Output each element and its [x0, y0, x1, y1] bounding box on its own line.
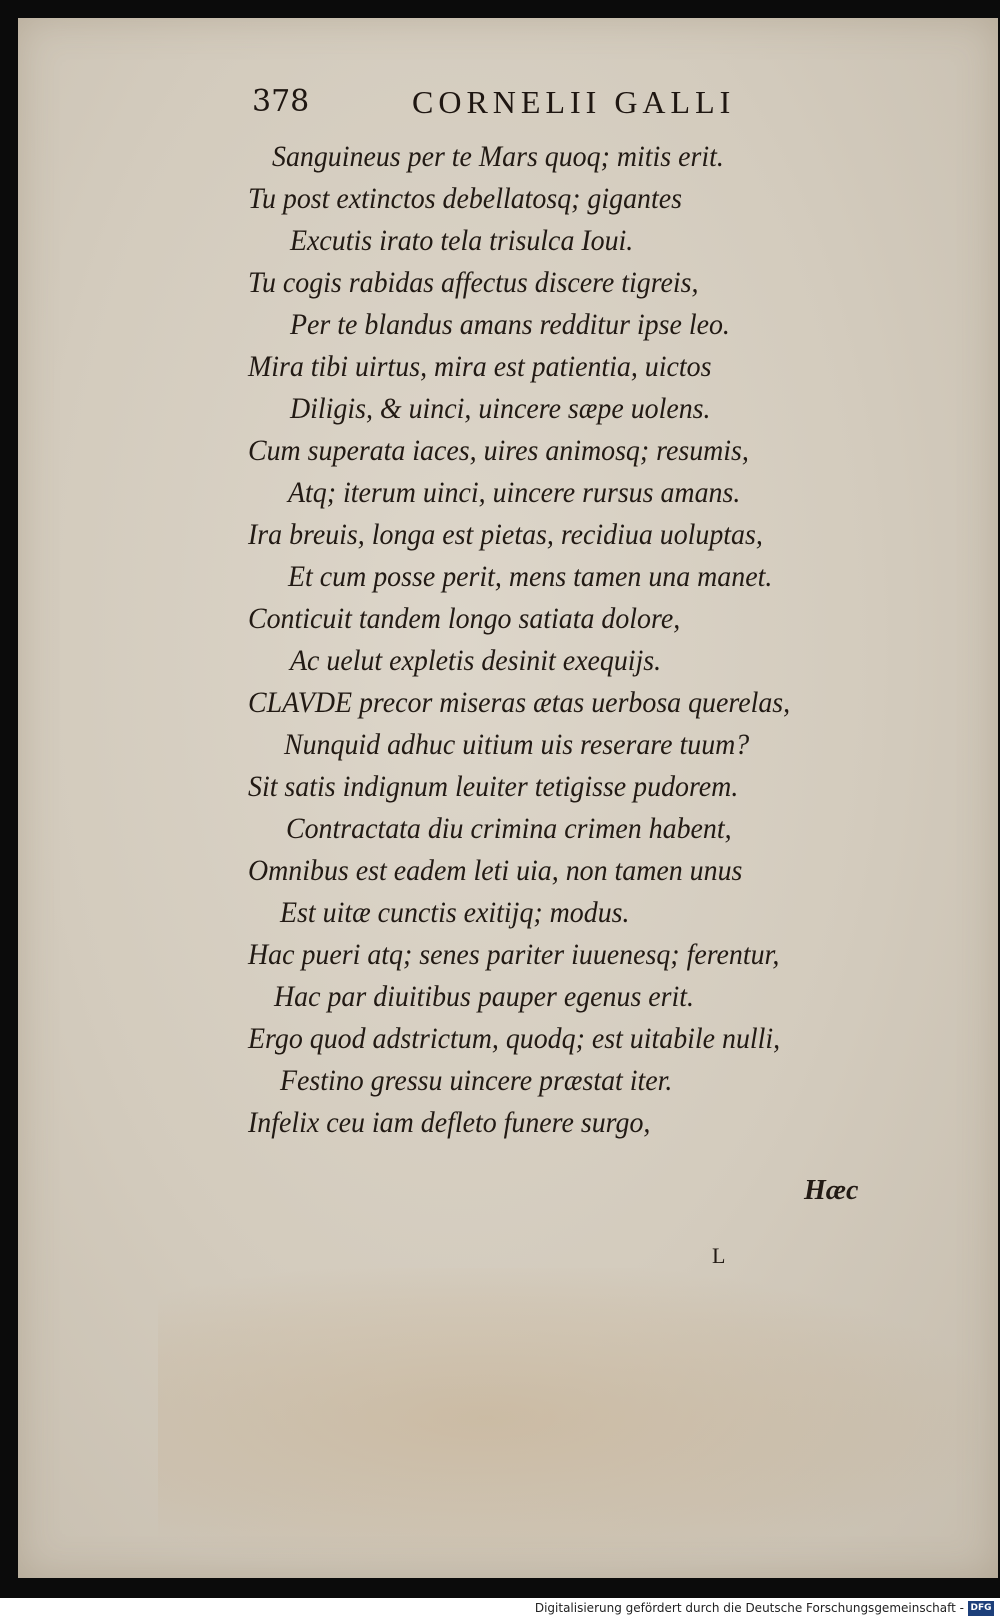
funding-credit: Digitalisierung gefördert durch die Deutsche Forschungsgemeinschaft - [534, 1601, 964, 1615]
verse-line: Ergo quod adstrictum, quodq; est uitabile nulli, [248, 1022, 781, 1055]
verse-line: Sit satis indignum leuiter tetigisse pudorem. [248, 770, 739, 803]
verse-line: Hac pueri atq; senes pariter iuuenesq; ferentur, [248, 938, 780, 971]
water-stain [158, 1268, 978, 1568]
page-header [252, 84, 792, 124]
verse-line: Diligis, & uinci, uincere sæpe uolens. [290, 392, 711, 425]
verse-line: Et cum posse perit, mens tamen una manet. [288, 560, 773, 593]
verse-line: Festino gressu uincere præstat iter. [280, 1064, 673, 1097]
verse-line: Est uitæ cunctis exitijq; modus. [280, 896, 630, 929]
verse-line: Hac par diuitibus pauper egenus erit. [274, 980, 695, 1013]
verse-line: Tu cogis rabidas affectus discere tigreis, [248, 266, 699, 299]
dfg-logo-icon: DFG [968, 1601, 994, 1616]
verse-line: Sanguineus per te Mars quoq; mitis erit. [272, 140, 724, 173]
verse-line: Per te blandus amans redditur ipse leo. [290, 308, 730, 341]
running-title: CORNELII GALLI [412, 84, 736, 120]
verse-line: Nunquid adhuc uitium uis reserare tuum? [284, 728, 750, 761]
signature-mark: L [712, 1243, 726, 1268]
verse-line: Tu post extinctos debellatosq; gigantes [248, 182, 682, 215]
verse-line: Contractata diu crimina crimen habent, [286, 812, 732, 845]
catchword: Hæc [804, 1175, 859, 1206]
page-number: 378 [252, 84, 310, 119]
verse-line: Ira breuis, longa est pietas, recidiua uoluptas, [248, 518, 763, 551]
digitization-footer [0, 1598, 1000, 1620]
verse-line: Ac uelut expletis desinit exequijs. [290, 644, 662, 677]
verse-line: Excutis irato tela trisulca Ioui. [290, 224, 634, 257]
verse-line: CLAVDE precor miseras ætas uerbosa querelas, [248, 686, 791, 719]
verse-line: Atq; iterum uinci, uincere rursus amans. [288, 476, 741, 509]
verse-line: Infelix ceu iam defleto funere surgo, [248, 1106, 651, 1139]
verse-line: Omnibus est eadem leti uia, non tamen unus [248, 854, 743, 887]
verse-line: Conticuit tandem longo satiata dolore, [248, 602, 681, 635]
verse-line: Cum superata iaces, uires animosq; resumis, [248, 434, 749, 467]
verse-line: Mira tibi uirtus, mira est patientia, uictos [248, 350, 712, 383]
